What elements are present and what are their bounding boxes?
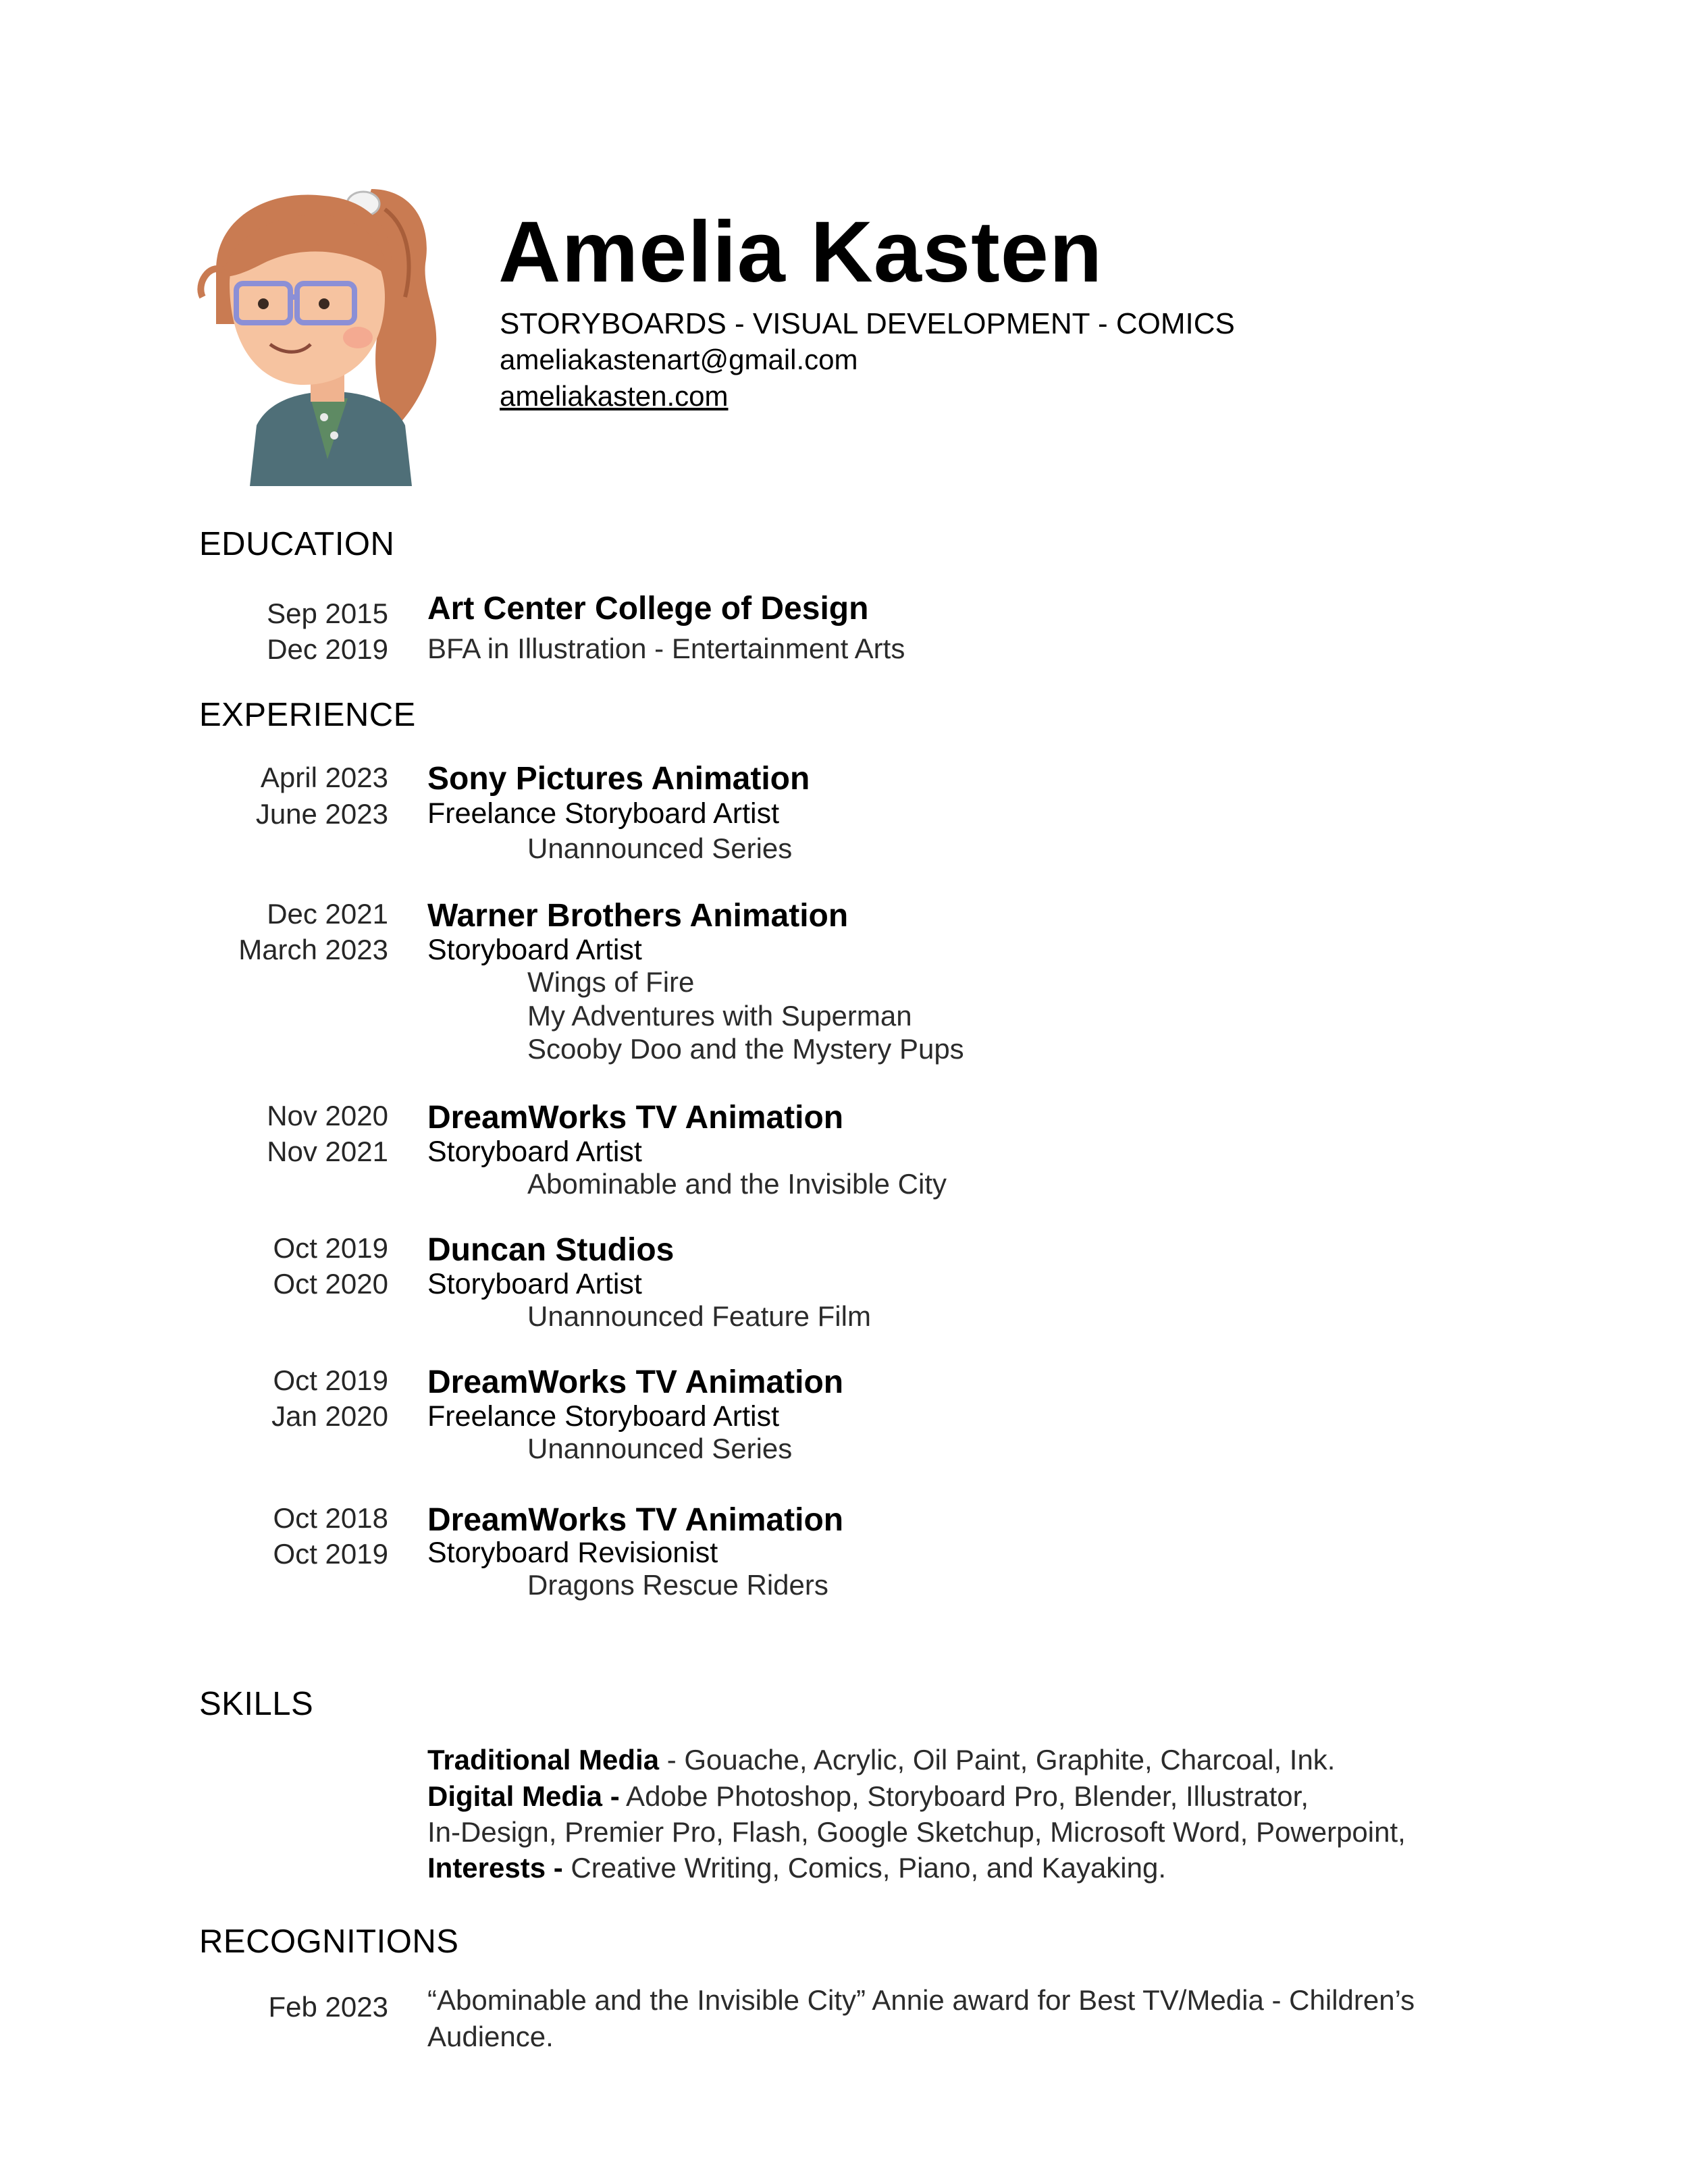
skill-digital [427, 1782, 1309, 1811]
person-name: Amelia Kasten [498, 204, 1103, 300]
section-heading-recognitions: RECOGNITIONS [199, 1923, 459, 1960]
avatar [189, 162, 473, 486]
school-name: Art Center College of Design [427, 591, 869, 627]
project: Unannounced Feature Film [527, 1300, 871, 1332]
recognition-text-continued: Audience. [427, 2021, 554, 2052]
edu-start-date: Sep 2015 [267, 597, 388, 629]
exp-start-date: Oct 2019 [273, 1232, 388, 1264]
exp-start-date: Oct 2019 [273, 1364, 388, 1396]
skill-interests [427, 1854, 1166, 1882]
exp-start-date: April 2023 [260, 762, 388, 793]
exp-end-date: March 2023 [238, 934, 388, 965]
company-name: Sony Pictures Animation [427, 761, 810, 797]
job-role: Storyboard Artist [427, 1136, 642, 1168]
section-heading-skills: SKILLS [199, 1686, 314, 1722]
degree: BFA in Illustration - Entertainment Arts [427, 633, 905, 664]
exp-end-date: Jan 2020 [271, 1400, 388, 1432]
section-heading-experience: EXPERIENCE [199, 697, 416, 733]
skill-text: Adobe Photoshop, Storyboard Pro, Blender, Illustrator, [619, 1780, 1309, 1812]
recognition-text: “Abominable and the Invisible City” Annie award for Best TV/Media - Children’s [427, 1984, 1415, 2016]
job-role: Freelance Storyboard Artist [427, 1400, 780, 1433]
skill-label: Traditional Media [427, 1744, 660, 1776]
exp-start-date: Nov 2020 [267, 1100, 388, 1131]
job-role: Storyboard Revisionist [427, 1537, 718, 1569]
email[interactable]: ameliakastenart@gmail.com [500, 344, 858, 375]
edu-end-date: Dec 2019 [267, 633, 388, 665]
project: Dragons Rescue Riders [527, 1569, 828, 1601]
company-name: DreamWorks TV Animation [427, 1364, 844, 1400]
skill-label: Interests - [427, 1852, 563, 1884]
company-name: Duncan Studios [427, 1232, 675, 1268]
job-role: Storyboard Artist [427, 1268, 642, 1300]
skill-label: Digital Media - [427, 1780, 620, 1812]
skill-traditional [427, 1746, 1335, 1774]
project: My Adventures with Superman [527, 1000, 912, 1032]
project: Wings of Fire [527, 966, 695, 998]
project: Unannounced Series [527, 832, 793, 864]
project: Unannounced Series [527, 1433, 793, 1464]
project: Abominable and the Invisible City [527, 1168, 947, 1200]
company-name: DreamWorks TV Animation [427, 1502, 844, 1538]
exp-end-date: June 2023 [255, 798, 388, 830]
subtitle: STORYBOARDS - VISUAL DEVELOPMENT - COMICS [500, 307, 1235, 340]
section-heading-education: EDUCATION [199, 526, 395, 562]
exp-end-date: Oct 2019 [273, 1538, 388, 1570]
project: Scooby Doo and the Mystery Pups [527, 1033, 964, 1065]
job-role: Freelance Storyboard Artist [427, 797, 780, 830]
company-name: DreamWorks TV Animation [427, 1100, 844, 1136]
job-role: Storyboard Artist [427, 934, 642, 966]
skill-digital-continued: In-Design, Premier Pro, Flash, Google Sketchup, Microsoft Word, Powerpoint, [427, 1816, 1406, 1848]
exp-end-date: Nov 2021 [267, 1136, 388, 1167]
skill-text: - Gouache, Acrylic, Oil Paint, Graphite, Charcoal, Ink. [659, 1744, 1336, 1776]
recognition-date: Feb 2023 [268, 1991, 388, 2023]
exp-end-date: Oct 2020 [273, 1268, 388, 1300]
website-link[interactable]: ameliakasten.com [500, 380, 729, 412]
company-name: Warner Brothers Animation [427, 898, 849, 934]
exp-start-date: Dec 2021 [267, 898, 388, 930]
skill-text: Creative Writing, Comics, Piano, and Kayaking. [562, 1852, 1167, 1884]
exp-start-date: Oct 2018 [273, 1502, 388, 1534]
